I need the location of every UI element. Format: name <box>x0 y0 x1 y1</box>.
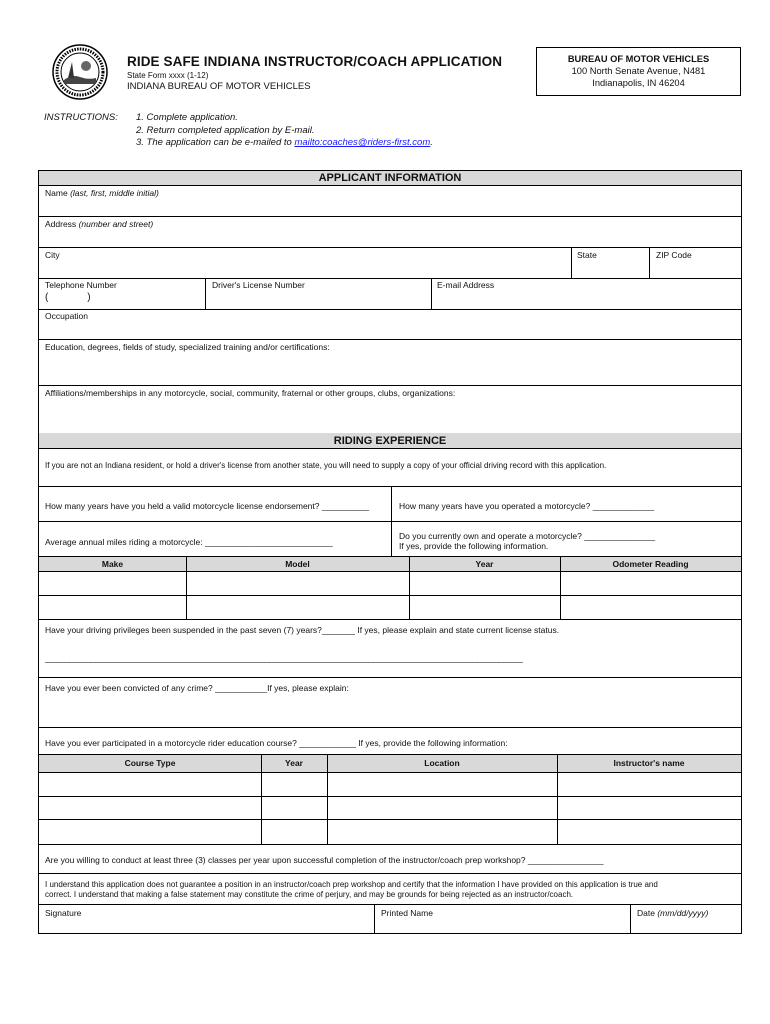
suspended-explain-line[interactable]: ____________________________________________________________________________________________________________________________ <box>45 654 523 663</box>
address-box-city: Indianapolis, IN 46204 <box>592 78 685 88</box>
instructions-label: INSTRUCTIONS: <box>44 112 118 123</box>
years-endorsement-question[interactable]: How many years have you held a valid motorcycle license endorsement? __________ <box>45 501 370 511</box>
vehicle-row[interactable] <box>39 572 741 595</box>
form-number: State Form xxxx (1-12) <box>127 71 209 80</box>
course-col-year: Year <box>285 758 303 768</box>
city-field[interactable] <box>39 248 571 278</box>
vehicle-col-model: Model <box>285 559 310 569</box>
vehicle-col-year: Year <box>475 559 494 569</box>
address-box <box>536 47 741 96</box>
printed-name-field[interactable] <box>375 905 630 933</box>
vehicle-col-make: Make <box>101 559 124 569</box>
education-field[interactable] <box>39 340 741 385</box>
resident-note: If you are not an Indiana resident, or hold a driver's license from another state, you will need to supply a copy of your official driving record with this application. <box>45 461 607 470</box>
course-col-instructor: Instructor's name <box>613 758 685 768</box>
email-field[interactable] <box>432 279 741 309</box>
education-label: Education, degrees, fields of study, specialized training and/or certifications: <box>45 342 330 352</box>
address-box-street: 100 North Senate Avenue, N481 <box>571 66 706 76</box>
signature-label: Signature <box>45 908 82 918</box>
own-operate-note: If yes, provide the following information. <box>399 541 549 551</box>
instruction-step-3-text: 3. The application can be e-mailed to <box>136 137 295 148</box>
suspended-question[interactable]: Have your driving privileges been suspended in the past seven (7) years?_______ If yes, please explain and state current license status. <box>45 625 560 635</box>
instruction-step-1: 1. Complete application. <box>136 112 238 123</box>
certification-line-1: I understand this application does not guarantee a position in an instructor/coach prep workshop and certify that the information I have provided on this application is true and <box>45 880 658 889</box>
instruction-step-3-end: . <box>430 137 433 148</box>
course-row[interactable] <box>39 820 741 844</box>
vehicle-row[interactable] <box>39 596 741 619</box>
license-label: Driver's License Number <box>212 280 305 290</box>
instructions-list <box>136 112 433 150</box>
affiliations-label: Affiliations/memberships in any motorcycle, social, community, fraternal or other groups, clubs, organizations: <box>45 388 456 398</box>
years-operated-question[interactable]: How many years have you operated a motorcycle? _____________ <box>399 501 655 511</box>
date-field[interactable] <box>631 905 741 933</box>
course-col-location: Location <box>424 758 460 768</box>
phone-field[interactable] <box>39 279 205 309</box>
application-form <box>38 170 742 934</box>
annual-miles-question[interactable]: Average annual miles riding a motorcycle: ___________________________ <box>45 537 333 547</box>
license-field[interactable] <box>206 279 431 309</box>
course-question[interactable]: Have you ever participated in a motorcycle rider education course? ____________ If yes, provide the following information: <box>45 738 508 748</box>
address-hint: (number and street) <box>78 219 154 229</box>
applicant-info-heading: APPLICANT INFORMATION <box>39 171 741 186</box>
state-label: State <box>577 250 597 260</box>
classes-question[interactable]: Are you willing to conduct at least three (3) classes per year upon successful completion of the instructor/coach prep workshop? ________________ <box>45 855 604 865</box>
instruction-step-2: 2. Return completed application by E-mail. <box>136 124 315 136</box>
name-label-text: Name <box>45 188 68 198</box>
date-label-text: Date <box>637 908 655 918</box>
phone-parens: ( ) <box>45 292 91 303</box>
certification-line-2: correct. I understand that making a false statement may constitute the crime of perjury, and may be grounds for being rejected as an instructor/coach. <box>45 890 574 899</box>
own-operate-question[interactable]: Do you currently own and operate a motorcycle? _______________ <box>399 531 656 541</box>
page-title: RIDE SAFE INDIANA INSTRUCTOR/COACH APPLICATION <box>127 54 503 69</box>
zip-label: ZIP Code <box>656 250 692 260</box>
name-field[interactable] <box>39 186 741 216</box>
vehicle-col-odometer: Odometer Reading <box>612 559 689 569</box>
affiliations-field[interactable] <box>39 386 741 433</box>
convicted-question[interactable]: Have you ever been convicted of any crime? ___________If yes, please explain: <box>45 683 349 693</box>
state-seal-icon <box>52 44 108 100</box>
email-link[interactable]: mailto:coaches@riders-first.com <box>294 137 431 148</box>
course-row[interactable] <box>39 797 741 819</box>
address-box-name: BUREAU OF MOTOR VEHICLES <box>567 54 710 64</box>
riding-experience-heading: RIDING EXPERIENCE <box>39 433 741 449</box>
course-row[interactable] <box>39 773 741 796</box>
name-hint: (last, first, middle initial) <box>70 188 159 198</box>
address-label-text: Address <box>45 219 77 229</box>
phone-label: Telephone Number <box>45 280 117 290</box>
city-label: City <box>45 250 60 260</box>
agency-name: INDIANA BUREAU OF MOTOR VEHICLES <box>127 81 311 92</box>
occupation-label: Occupation <box>45 311 88 321</box>
zip-field[interactable] <box>650 248 741 278</box>
state-field[interactable] <box>572 248 649 278</box>
instruction-step-3 <box>136 137 433 150</box>
address-field[interactable] <box>39 217 741 247</box>
occupation-field[interactable] <box>39 310 741 339</box>
course-col-type: Course Type <box>124 758 176 768</box>
email-label: E-mail Address <box>437 280 495 290</box>
date-hint: (mm/dd/yyyy) <box>657 908 709 918</box>
printed-name-label: Printed Name <box>381 908 433 918</box>
signature-field[interactable] <box>39 905 374 933</box>
